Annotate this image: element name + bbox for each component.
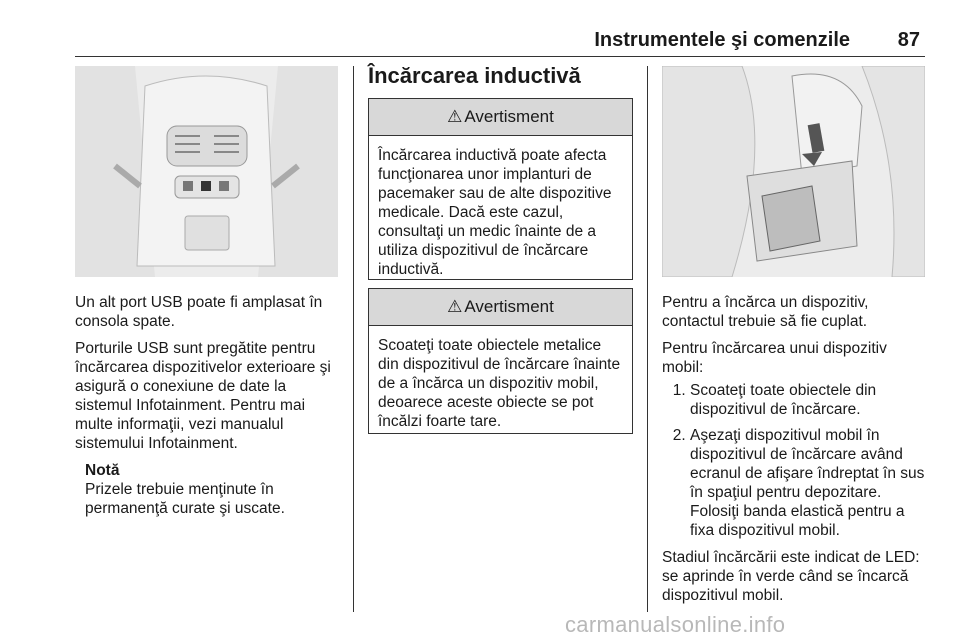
warning-label: Avertisment	[464, 297, 554, 316]
warning-header	[369, 99, 632, 136]
charging-status-text: Stadiul încărcării este indicat de LED: se aprinde în verde când se încarcă dispozitivul mobil.	[662, 549, 920, 604]
warning-box-2	[368, 288, 633, 434]
warning-text: Încărcarea inductivă poate afecta funcţionarea unor implanturi de pacemaker sau de alte dispozitive medicale. Dacă este cazul, consultaţi un medic înainte de a utiliza dispozitivul de încărcare inductivă.	[378, 147, 612, 278]
warning-text: Scoateţi toate obiectele metalice din dispozitivul de încărcare înainte de a încărca un dispozitiv mobil, deoarece aceste obiecte se pot încălzi foarte tare.	[378, 337, 621, 430]
left-column-text	[75, 293, 341, 518]
usb-paragraph-1: Un alt port USB poate fi amplasat în consola spate.	[75, 294, 323, 330]
right-column-text	[662, 293, 928, 613]
page-header	[0, 0, 960, 60]
inductive-charging-illustration	[662, 66, 925, 277]
page-number: 87	[897, 29, 920, 51]
chapter-title: Instrumentele şi comenzile	[594, 29, 850, 51]
charging-intro-1: Pentru a încărca un dispozitiv, contactul trebuie să fie cuplat.	[662, 294, 869, 330]
warning-triangle-icon: ⚠	[447, 107, 463, 126]
warning-header	[369, 289, 632, 326]
charging-step: 1. Scoateţi toate obiectele din dispozitivul de încărcare.	[690, 381, 928, 419]
charging-compartment-drawing	[662, 66, 925, 277]
note-title: Notă	[85, 462, 120, 479]
note-text: Prizele trebuie menţinute în permanenţă curate şi uscate.	[85, 481, 285, 517]
usb-paragraph-2: Porturile USB sunt pregătite pentru încărcarea dispozitivelor exterioare şi asigură o conexiune de date la sistemul Infotainment. Pentru mai multe informaţii, vezi manualul sistemului Infotainment.	[75, 340, 331, 452]
note-block	[85, 461, 341, 518]
column-divider-right	[647, 66, 648, 612]
rear-console-drawing	[75, 66, 338, 277]
charging-step: 2. Aşezaţi dispozitivul mobil în dispozitivul de încărcare având ecranul de afişare îndreptat în sus în spaţiul pentru depozitare. Folosiţi banda elastică pentru a fixa dispozitivul mobil.	[690, 426, 928, 540]
watermark: carmanualsonline.info	[565, 612, 786, 637]
warning-triangle-icon: ⚠	[447, 297, 463, 316]
warning-label: Avertisment	[464, 107, 554, 126]
section-title: Încărcarea inductivă	[368, 63, 581, 88]
charging-steps	[662, 381, 928, 540]
charging-intro-2: Pentru încărcarea unui dispozitiv mobil:	[662, 340, 887, 376]
column-divider-left	[353, 66, 354, 612]
rear-console-illustration	[75, 66, 338, 277]
header-rule	[75, 56, 925, 57]
warning-box-1	[368, 98, 633, 280]
